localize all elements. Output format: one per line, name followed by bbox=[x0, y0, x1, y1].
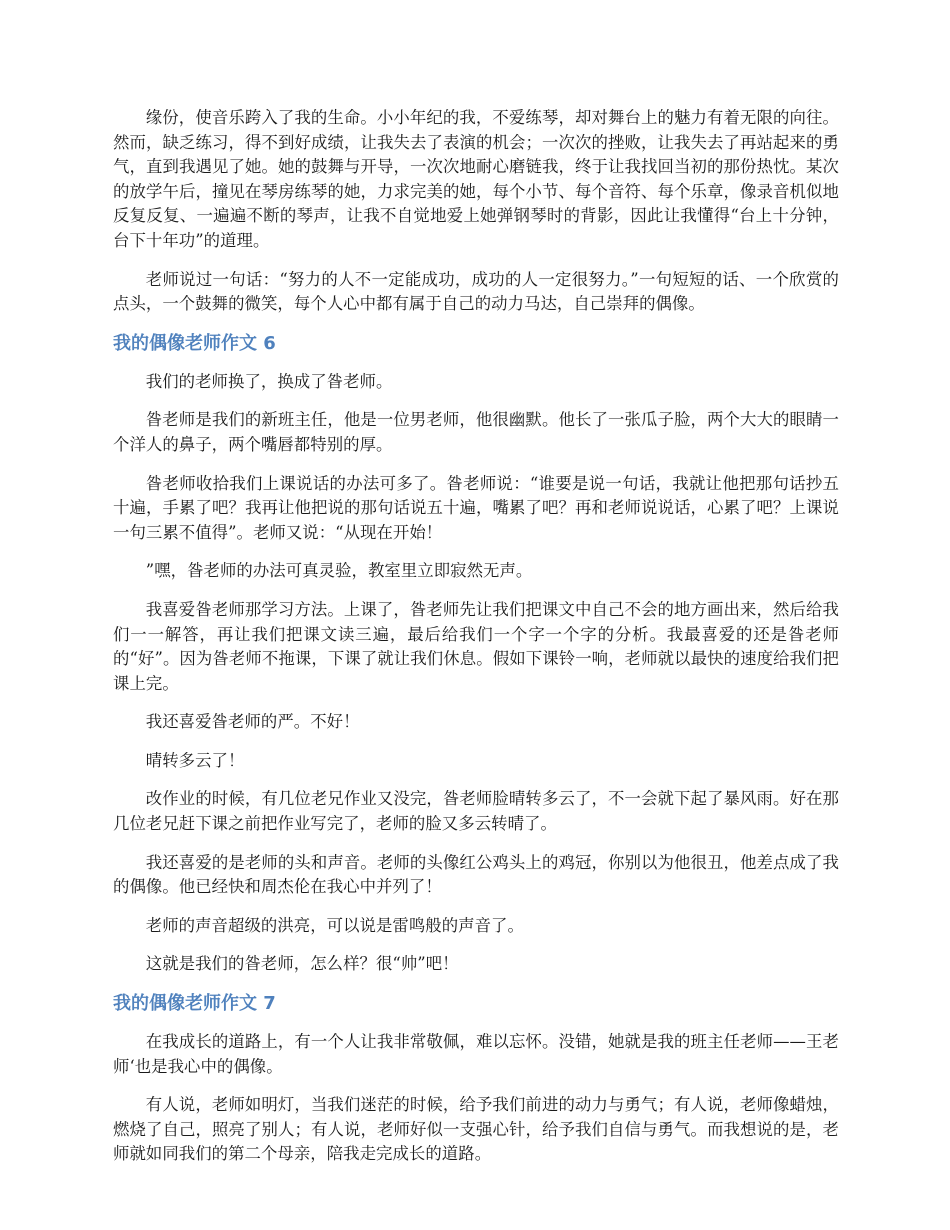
document-page bbox=[113, 106, 839, 1181]
paragraph: 这就是我们的昝老师，怎么样？很“帅”吧！ bbox=[145, 954, 459, 974]
section-continued bbox=[113, 106, 839, 317]
paragraph: 晴转多云了！ bbox=[145, 750, 245, 770]
paragraph: 昝老师是我们的新班主任，他是一位男老师，他很幽默。他长了一张瓜子脸，两个大大的眼睛一个洋人的鼻子，两个嘴唇都特别的厚。 bbox=[113, 410, 839, 454]
paragraph: ”嘿，昝老师的办法可真灵验，教室里立即寂然无声。 bbox=[145, 561, 533, 581]
section-heading: 我的偶像老师作文 6 bbox=[113, 332, 276, 354]
section-essay-6 bbox=[113, 331, 839, 977]
section-essay-7 bbox=[113, 991, 839, 1167]
paragraph: 在我成长的道路上，有一个人让我非常敬佩，难以忘怀。没错，她就是我的班主任老师——王老师‘也是我心中的偶像。 bbox=[113, 1032, 839, 1076]
paragraph: 我还喜爱昝老师的严。不好！ bbox=[145, 712, 360, 732]
paragraph: 老师说过一句话：“努力的人不一定能成功，成功的人一定很努力。”一句短短的话、一个欣赏的点头，一个鼓舞的微笑，每个人心中都有属于自己的动力马达，自己崇拜的偶像。 bbox=[113, 269, 839, 314]
paragraph: 我喜爱昝老师那学习方法。上课了，昝老师先让我们把课文中自己不会的地方画出来，然后给我们一一解答，再让我们把课文读三遍，最后给我们一个字一个字的分析。我最喜爱的还是昝老师的“好”。因为昝老师不拖课，下课了就让我们休息。假如下课铃一响，老师就以最快的速度给我们把课上完。 bbox=[113, 599, 839, 693]
section-heading: 我的偶像老师作文 7 bbox=[113, 993, 276, 1015]
paragraph: 昝老师收拾我们上课说话的办法可多了。昝老师说：“谁要是说一句话，我就让他把那句话抄五十遍，手累了吧？我再让他把说的那句话说五十遍，嘴累了吧？再和老师说说话，心累了吧？上课说一句三累不值得”。老师又说：“从现在开始！ bbox=[113, 473, 839, 542]
paragraph: 老师的声音超级的洪亮，可以说是雷鸣般的声音了。 bbox=[145, 915, 524, 935]
paragraph: 有人说，老师如明灯，当我们迷茫的时候，给予我们前进的动力与勇气；有人说，老师像蜡烛，燃烧了自己，照亮了别人；有人说，老师好似一支强心针，给予我们自信与勇气。而我想说的是，老师就如同我们的第二个母亲，陪我走完成长的道路。 bbox=[113, 1095, 839, 1164]
paragraph: 改作业的时候，有几位老兄作业又没完，昝老师脸晴转多云了，不一会就下起了暴风雨。好在那几位老兄赶下课之前把作业写完了，老师的脸又多云转晴了。 bbox=[113, 789, 839, 834]
paragraph: 缘份，使音乐跨入了我的生命。小小年纪的我，不爱练琴，却对舞台上的魅力有着无限的向往。然而，缺乏练习，得不到好成绩，让我失去了表演的机会；一次次的挫败，让我失去了再站起来的勇气，直到我遇见了她。她的鼓舞与开导，一次次地耐心磨链我，终于让我找回当初的那份热忱。某次的放学午后，撞见在琴房练琴的她，力求完美的她，每个小节、每个音符、每个乐章，像录音机似地反复反复、一遍遍不断的琴声，让我不自觉地爱上她弹钢琴时的背影，因此让我懂得“台上十分钟，台下十年功”的道理。 bbox=[113, 108, 839, 250]
paragraph: 我们的老师换了，换成了昝老师。 bbox=[145, 371, 393, 391]
paragraph: 我还喜爱的是老师的头和声音。老师的头像红公鸡头上的鸡冠，你别以为他很丑，他差点成了我的偶像。他已经快和周杰伦在我心中并列了！ bbox=[113, 852, 839, 897]
